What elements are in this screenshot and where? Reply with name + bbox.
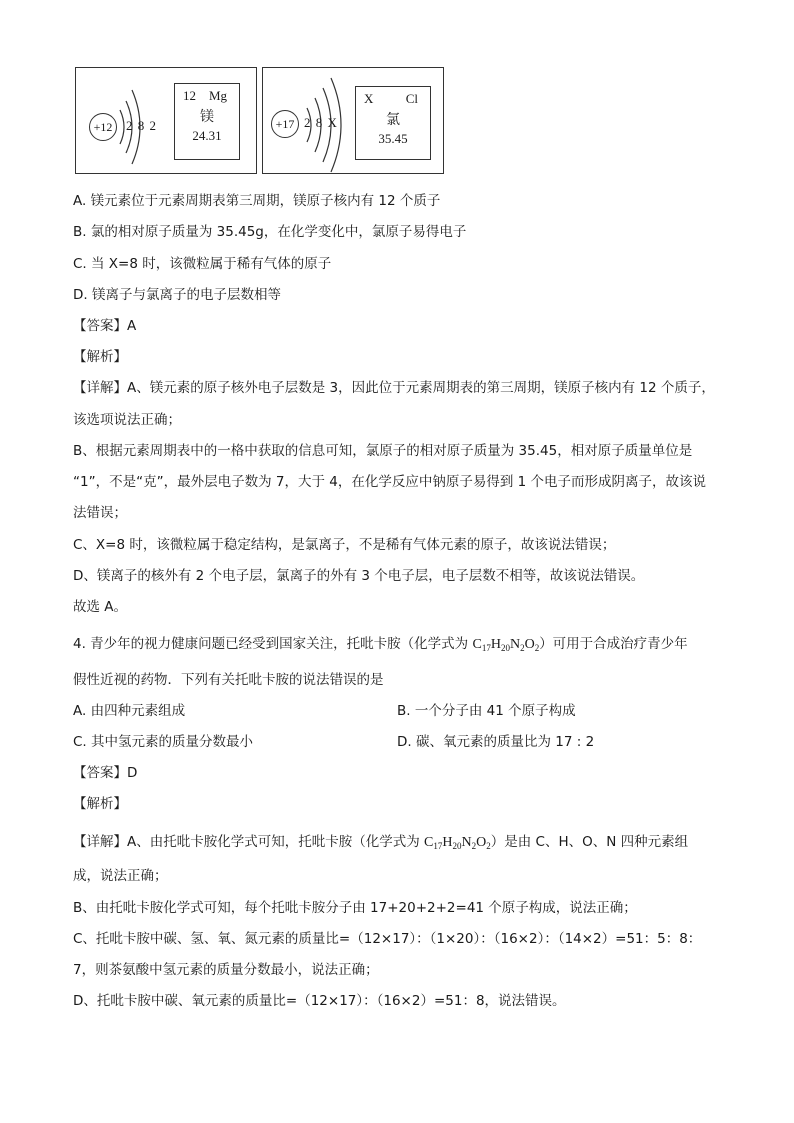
magnesium-diagram [75, 67, 257, 174]
chemical-formula: $C_{17}H_{20}N_2O_2$ [424, 835, 491, 851]
q3-option-d: D. 镁离子与氯离子的电子层数相等 [73, 287, 281, 303]
atomic-mass: 24.31 [192, 128, 222, 143]
q4-stem-line-1 [73, 634, 688, 655]
q4-detail-line: 成，说法正确； [73, 868, 168, 884]
q4-detail-line: 7，则茶氨酸中氢元素的质量分数最小，说法正确； [73, 962, 379, 978]
element-symbol: Mg [208, 88, 227, 103]
q4-option-a: A. 由四种元素组成 [73, 703, 186, 719]
q3-conclusion: 故选 A。 [73, 599, 128, 615]
q4-analysis-heading: 【解析】 [73, 796, 127, 812]
q3-detail-line: 法错误； [73, 505, 127, 521]
q3-detail-line: 【详解】A、镁元素的原子核外电子层数是 3，因此位于元素周期表的第三周期，镁原子核内有 12 个质子， [73, 380, 715, 396]
q3-answer: 【答案】A [73, 318, 137, 334]
q4-detail-line: B、由托吡卡胺化学式可知，每个托吡卡胺分子由 17+20+2+2=41 个原子构成，说法正确； [73, 900, 637, 916]
atomic-number: 12 [183, 88, 196, 103]
element-name: 氯 [386, 112, 400, 128]
atomic-number: X [364, 91, 374, 106]
q3-detail-line: 该选项说法正确； [73, 412, 181, 428]
q4-stem-text: ）可用于合成治疗青少年 [539, 636, 688, 652]
chlorine-nucleus: +17 [271, 110, 299, 138]
chemical-formula: $C_{17}H_{20}N_2O_2$ [472, 637, 540, 653]
q3-option-b: B. 氯的相对原子质量为 35.45g，在化学变化中，氯原子易得电子 [73, 224, 467, 240]
chlorine-element-card [355, 86, 431, 160]
q4-option-b: B. 一个分子由 41 个原子构成 [397, 703, 576, 719]
q4-stem-line-2: 假性近视的药物．下列有关托吡卡胺的说法错误的是 [73, 672, 384, 688]
q4-detail-text: 【详解】A、由托吡卡胺化学式可知，托吡卡胺（化学式为 [73, 834, 425, 850]
chlorine-diagram [262, 67, 444, 174]
q3-option-a: A. 镁元素位于元素周期表第三周期，镁原子核内有 12 个质子 [73, 193, 441, 209]
q4-detail-line: D、托吡卡胺中碳、氧元素的质量比=（12×17）：（16×2）=51：8，说法错误。 [73, 993, 566, 1009]
q4-detail-line [73, 832, 688, 853]
q3-detail-line: D、镁离子的核外有 2 个电子层，氯离子的外有 3 个电子层，电子层数不相等，故该说法错误。 [73, 568, 645, 584]
chlorine-electron-config: 2 8 X [304, 115, 338, 130]
q3-detail-line: “1”，不是“克”，最外层电子数为 7，大于 4，在化学反应中钠原子易得到 1 个电子而形成阴离子，故该说 [73, 474, 706, 490]
magnesium-electron-config: 2 8 2 [126, 118, 157, 133]
q3-analysis-heading: 【解析】 [73, 349, 127, 365]
magnesium-element-card [174, 83, 240, 160]
q4-option-d: D. 碳、氧元素的质量比为 17 : 2 [397, 734, 595, 750]
q4-stem-text: 4. 青少年的视力健康问题已经受到国家关注，托吡卡胺（化学式为 [73, 636, 473, 652]
element-name: 镁 [200, 109, 214, 125]
q3-detail-line: B、根据元素周期表中的一格中获取的信息可知，氯原子的相对原子质量为 35.45，相对原子质量单位是 [73, 443, 693, 459]
atomic-mass: 35.45 [378, 131, 408, 146]
element-symbol: Cl [405, 91, 418, 106]
q4-option-c: C. 其中氢元素的质量分数最小 [73, 734, 254, 750]
q4-answer: 【答案】D [73, 765, 138, 781]
q4-detail-text: ）是由 C、H、O、N 四种元素组 [490, 834, 689, 850]
q3-detail-line: C、X=8 时，该微粒属于稳定结构，是氯离子，不是稀有气体元素的原子，故该说法错误； [73, 537, 616, 553]
q3-option-c: C. 当 X=8 时，该微粒属于稀有气体的原子 [73, 256, 332, 272]
q4-detail-line: C、托吡卡胺中碳、氢、氧、氮元素的质量比=（12×17）：（1×20）：（16×2）：（14×2）=51：5：8： [73, 931, 702, 947]
magnesium-nucleus: +12 [89, 113, 117, 141]
